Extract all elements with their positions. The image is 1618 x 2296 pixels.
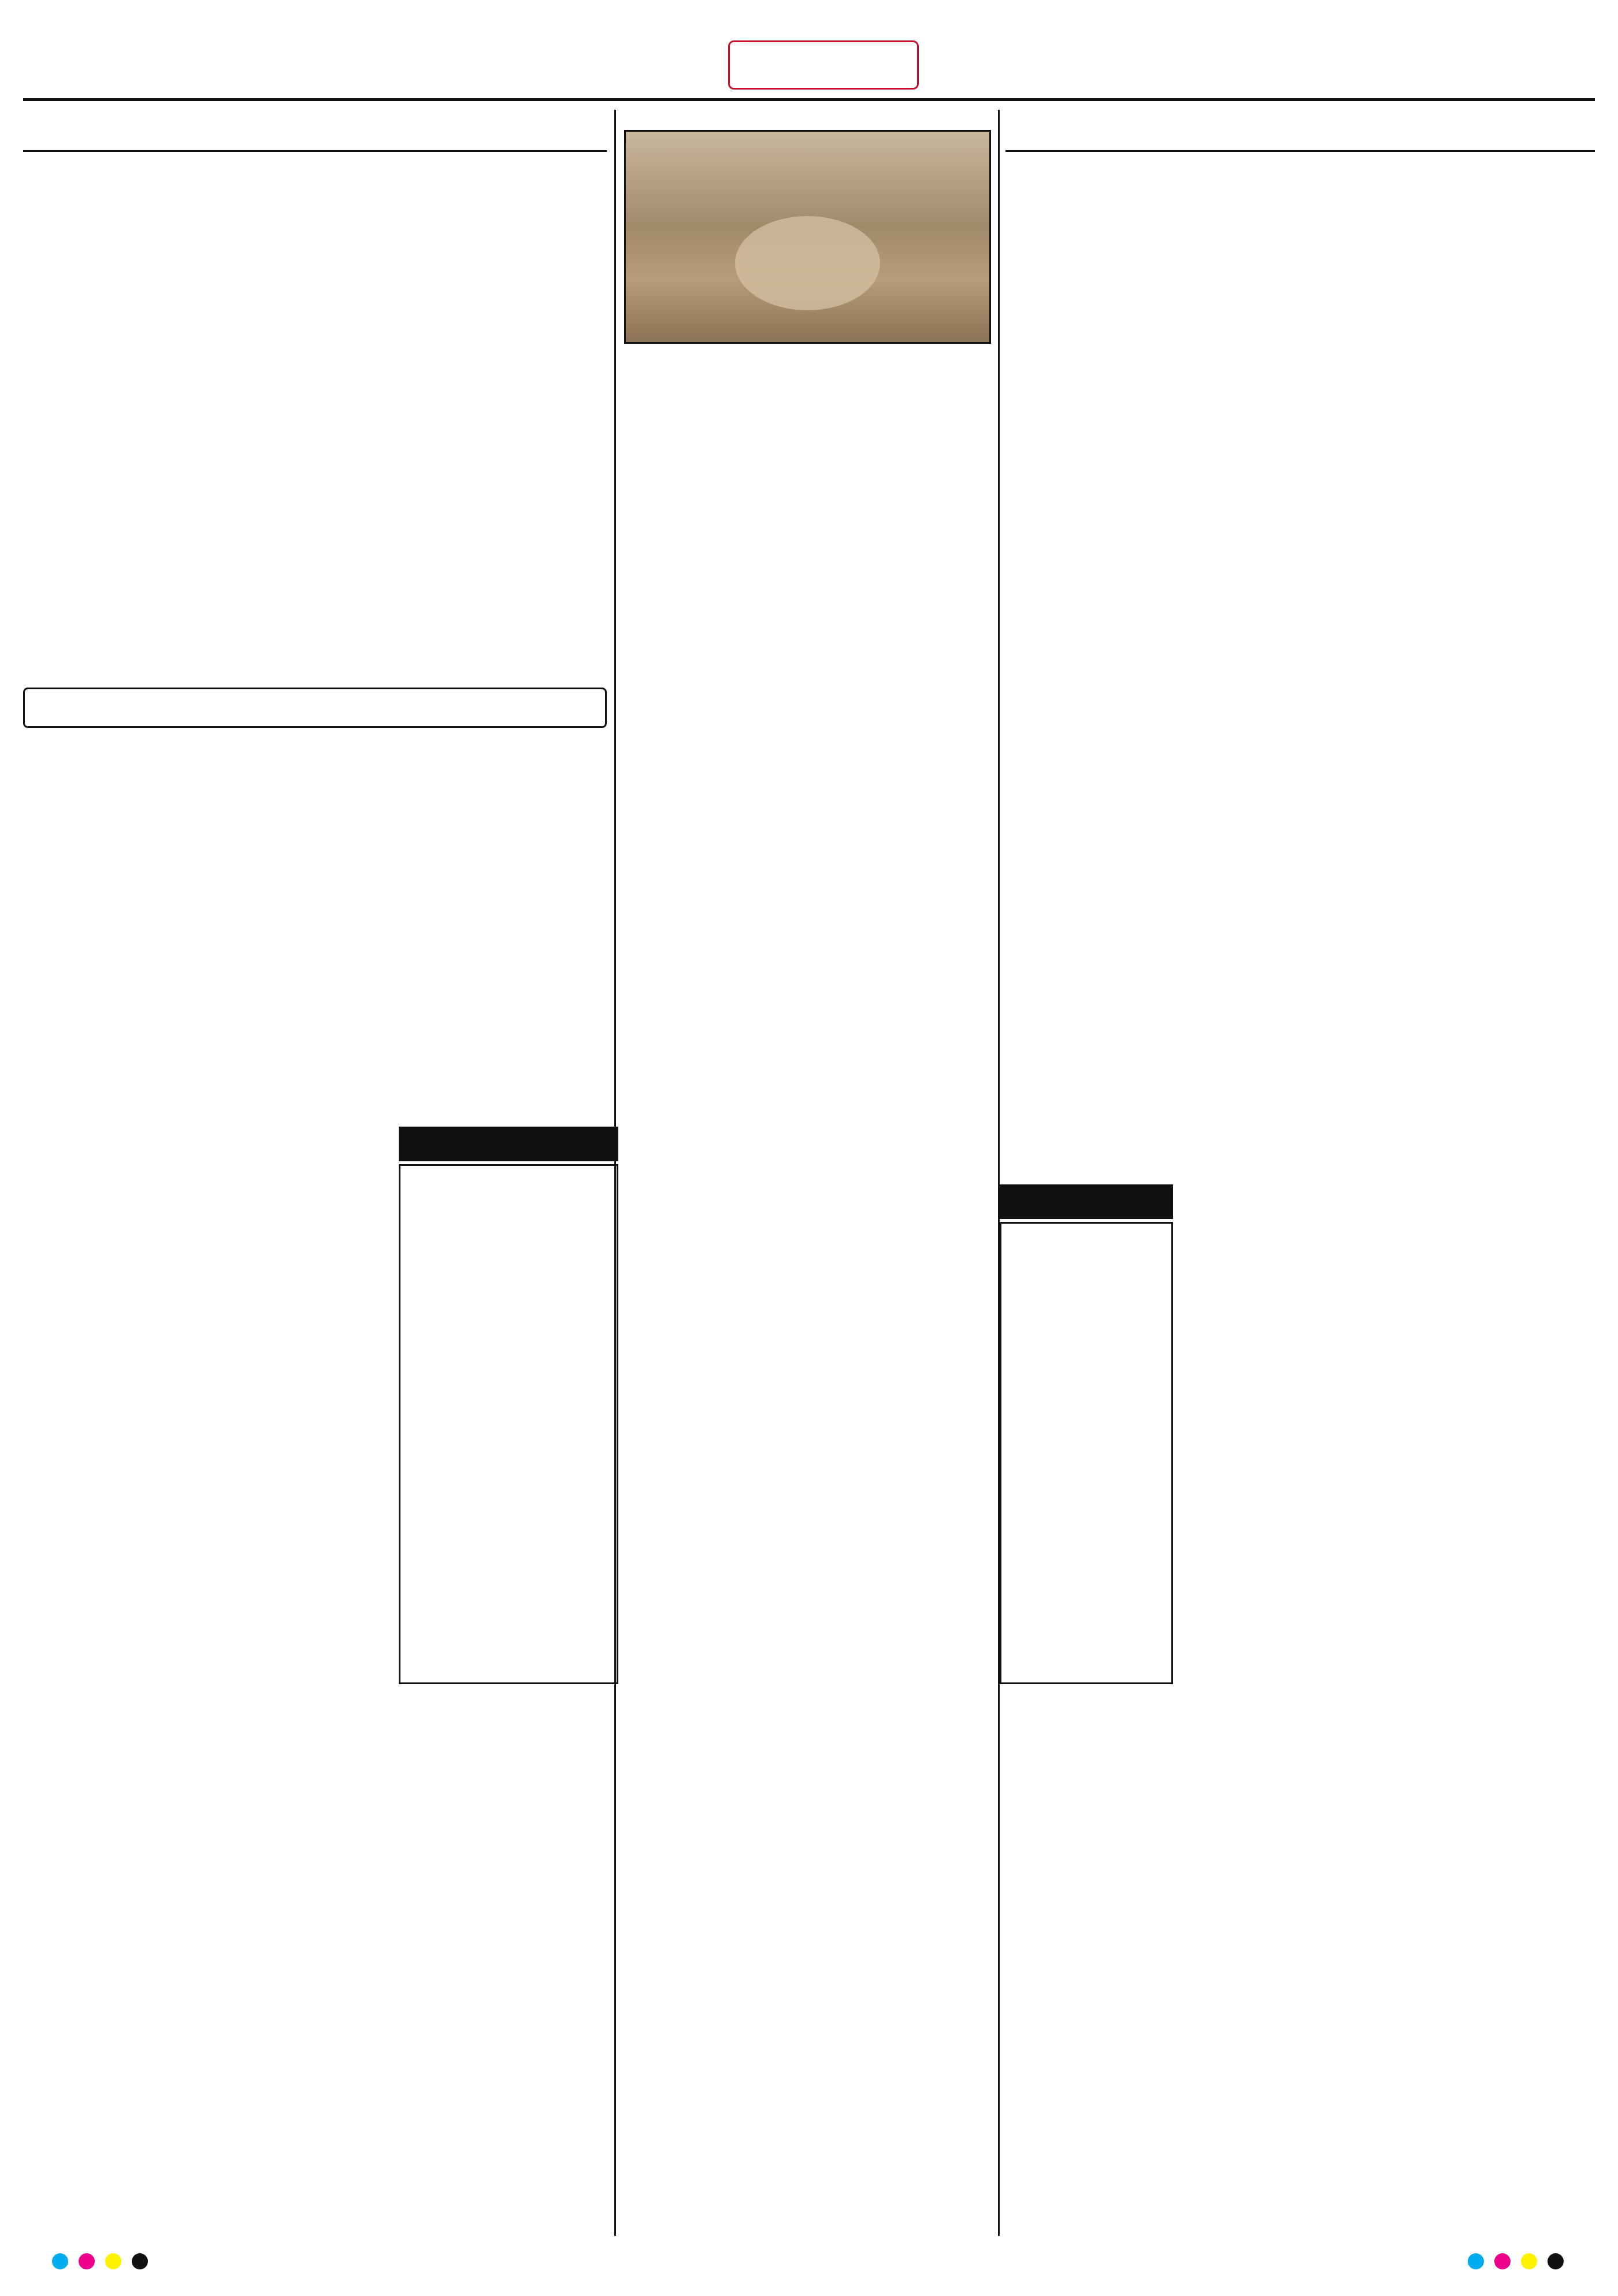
story-4-kicker [23, 688, 607, 728]
story-14 [1185, 1907, 1595, 2230]
photo-arena [735, 216, 881, 311]
story-11 [624, 1560, 1167, 1999]
story-5-body-a [1005, 786, 1595, 855]
masthead [23, 40, 1595, 92]
briefs-badge [1000, 1184, 1173, 1219]
story-7 [624, 838, 991, 1115]
story-13 [23, 1907, 607, 2230]
story-4 [23, 688, 607, 976]
around-saurashtra-column [399, 1164, 618, 1684]
magenta-dot [1494, 2253, 1511, 2269]
top-rule [23, 98, 1595, 101]
story-9-body [23, 1716, 387, 1889]
story-12-body [1185, 1710, 1595, 1883]
registration-marks-right [1468, 2253, 1564, 2269]
story-7-body [624, 976, 991, 1104]
around-saurashtra-badge [399, 1127, 618, 1161]
magenta-dot [79, 2253, 95, 2269]
black-dot [1548, 2253, 1564, 2269]
yellow-dot [1521, 2253, 1537, 2269]
photo-caption [624, 350, 991, 402]
cyan-dot [1468, 2253, 1484, 2269]
story-5-body-b [1005, 942, 1595, 1115]
story-8-body [1185, 1271, 1595, 1548]
story-1-body-a [23, 329, 607, 404]
story-11-body [624, 1722, 1167, 1987]
yellow-dot [105, 2253, 121, 2269]
story-10 [624, 1156, 991, 1548]
story-5 [1005, 595, 1595, 1127]
story-3 [1005, 110, 1595, 589]
story-1-rule [23, 150, 607, 152]
story-2 [624, 410, 991, 826]
section-title [728, 40, 919, 90]
cyan-dot [52, 2253, 68, 2269]
story-9 [23, 1571, 387, 1895]
story-10-body [624, 1294, 991, 1537]
story-13-body [23, 2039, 607, 2224]
story-3-body [1005, 329, 1595, 572]
story-8 [1185, 1132, 1595, 1560]
around-saurashtra-body [406, 1241, 614, 1680]
story-1-body-b [23, 503, 607, 676]
wrestling-photo [624, 130, 991, 344]
column-separator [998, 110, 1000, 2236]
story-14-body [1185, 1947, 1595, 2219]
story-1 [23, 110, 607, 688]
story-4-body [23, 872, 607, 936]
story-12 [1185, 1571, 1595, 1895]
column-separator [614, 110, 616, 2236]
story-2-body [624, 572, 991, 757]
registration-marks-left [52, 2253, 148, 2269]
black-dot [132, 2253, 148, 2269]
story-3-rule [1005, 150, 1595, 152]
